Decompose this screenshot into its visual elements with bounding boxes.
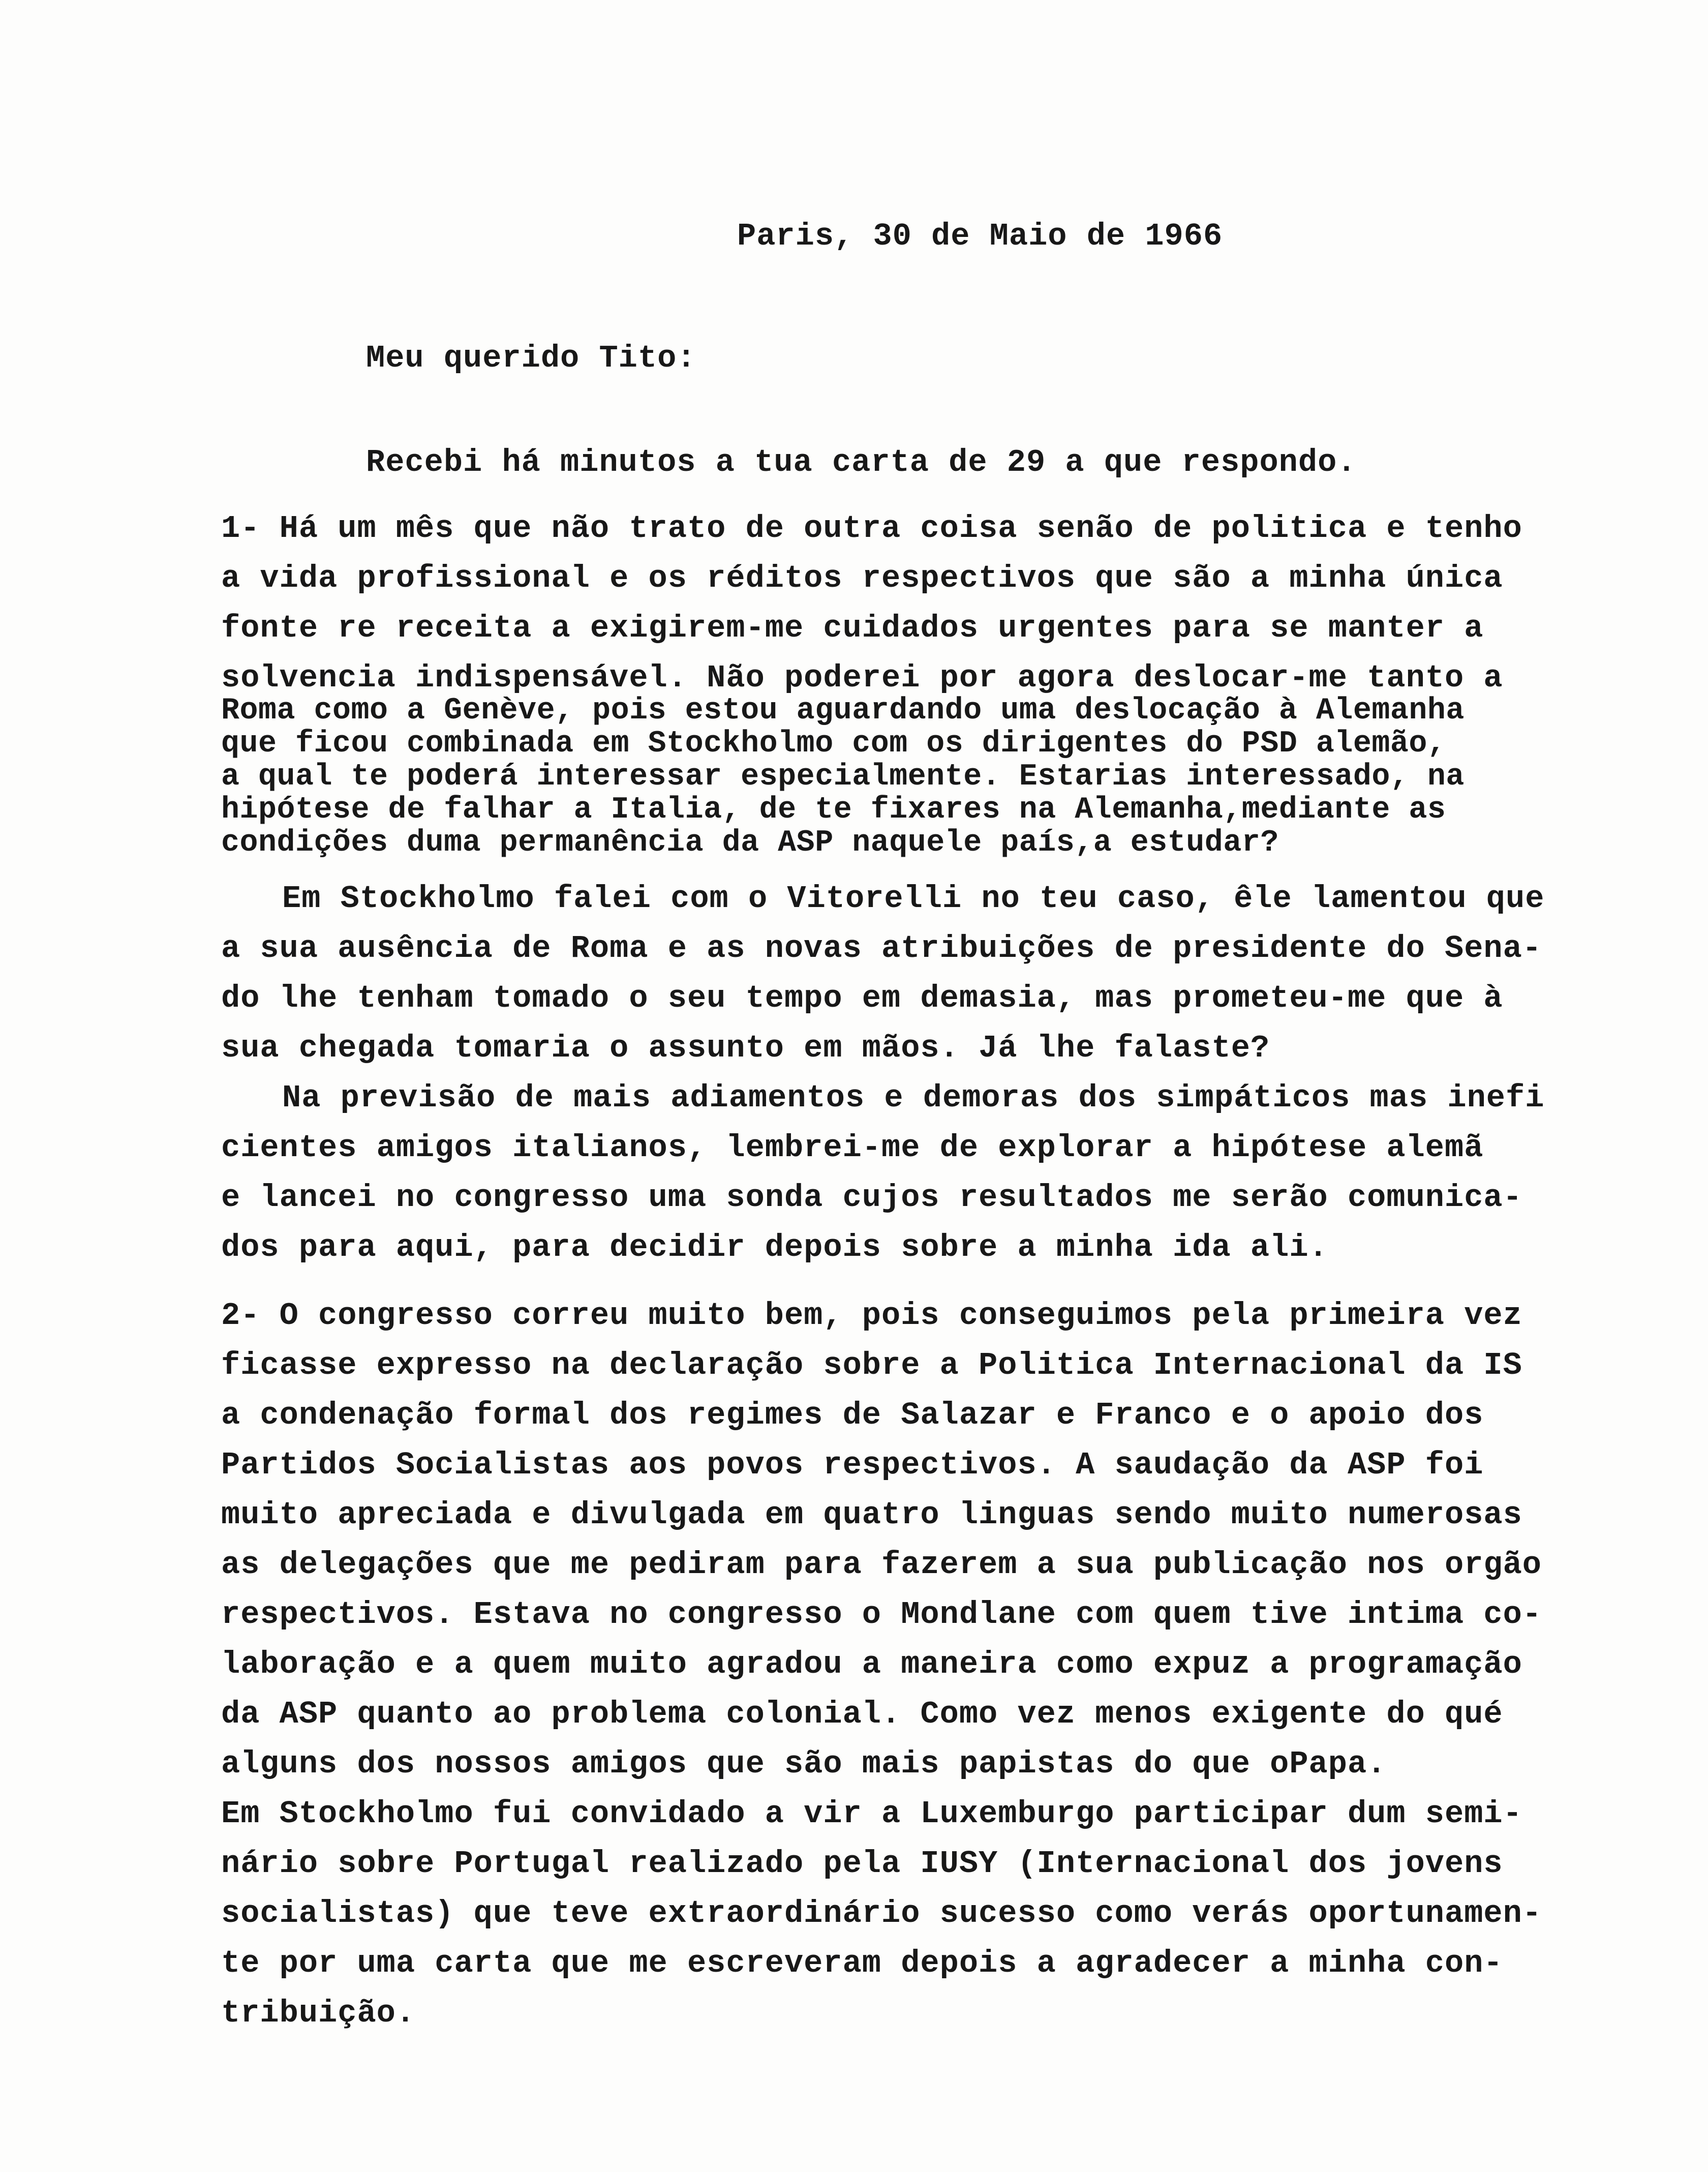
paragraph-line: a qual te poderá interessar especialmente. Estarias interessado, na (221, 760, 1465, 794)
paragraph-line: Na previsão de mais adiamentos e demoras dos simpáticos mas inefi (282, 1080, 1545, 1116)
paragraph-line: do lhe tenham tomado o seu tempo em demasia, mas prometeu-me que à (221, 980, 1503, 1016)
paragraph-line: que ficou combinada em Stockholmo com os dirigentes do PSD alemão, (221, 727, 1446, 761)
paragraph-line: condições duma permanência da ASP naquele país,a estudar? (221, 826, 1279, 860)
paragraph-line: Em Stockholmo falei com o Vitorelli no teu caso, êle lamentou que (282, 881, 1545, 917)
paragraph-line: hipótese de falhar a Italia, de te fixares na Alemanha,mediante as (221, 793, 1446, 827)
paragraph-line: laboração e a quem muito agradou a maneira como expuz a programação (221, 1646, 1522, 1682)
paragraph-line: da ASP quanto ao problema colonial. Como vez menos exigente do qué (221, 1696, 1503, 1732)
paragraph-line: Em Stockholmo fui convidado a vir a Luxemburgo participar dum semi- (221, 1796, 1522, 1832)
paragraph-line: a condenação formal dos regimes de Salazar e Franco e o apoio dos (221, 1397, 1484, 1433)
paragraph-line: tribuição. (221, 1995, 416, 2031)
paragraph-line: e lancei no congresso uma sonda cujos resultados me serão comunica- (221, 1180, 1522, 1216)
paragraph-line: Roma como a Genève, pois estou aguardando uma deslocação à Alemanha (221, 693, 1465, 728)
paragraph-line: nário sobre Portugal realizado pela IUSY (Internacional dos jovens (221, 1846, 1503, 1882)
paragraph-line: alguns dos nossos amigos que são mais papistas do que oPapa. (221, 1746, 1387, 1782)
paragraph-line: dos para aqui, para decidir depois sobre a minha ida ali. (221, 1229, 1328, 1265)
paragraph-line: a vida profissional e os réditos respectivos que são a minha única (221, 560, 1503, 596)
paragraph-line: 1- Há um mês que não trato de outra coisa senão de politica e tenho (221, 510, 1522, 547)
paragraph-line: te por uma carta que me escreveram depois a agradecer a minha con- (221, 1945, 1503, 1981)
paragraph-line: fonte re receita a exigirem-me cuidados urgentes para se manter a (221, 610, 1484, 646)
paragraph-line: muito apreciada e divulgada em quatro linguas sendo muito numerosas (221, 1497, 1522, 1533)
paragraph-line: a sua ausência de Roma e as novas atribuições de presidente do Sena- (221, 930, 1542, 967)
paragraph-line: as delegações que me pediram para fazerem a sua publicação nos orgão (221, 1547, 1542, 1583)
paragraph-line: solvencia indispensável. Não poderei por agora deslocar-me tanto a (221, 660, 1503, 696)
paragraph-line: 2- O congresso correu muito bem, pois conseguimos pela primeira vez (221, 1298, 1522, 1334)
paragraph-line: socialistas) que teve extraordinário sucesso como verás oportunamen- (221, 1895, 1542, 1932)
letter-salutation: Meu querido Tito: (366, 340, 696, 376)
paragraph-line: respectivos. Estava no congresso o Mondlane com quem tive intima co- (221, 1596, 1542, 1633)
paragraph-line: cientes amigos italianos, lembrei-me de explorar a hipótese alemã (221, 1130, 1484, 1166)
paragraph-line: Recebi há minutos a tua carta de 29 a que respondo. (366, 444, 1357, 480)
paragraph-line: Partidos Socialistas aos povos respectivos. A saudação da ASP foi (221, 1447, 1484, 1483)
paragraph-line: ficasse expresso na declaração sobre a Politica Internacional da IS (221, 1347, 1522, 1383)
paragraph-line: sua chegada tomaria o assunto em mãos. Já lhe falaste? (221, 1030, 1270, 1066)
letter-date: Paris, 30 de Maio de 1966 (737, 218, 1223, 254)
